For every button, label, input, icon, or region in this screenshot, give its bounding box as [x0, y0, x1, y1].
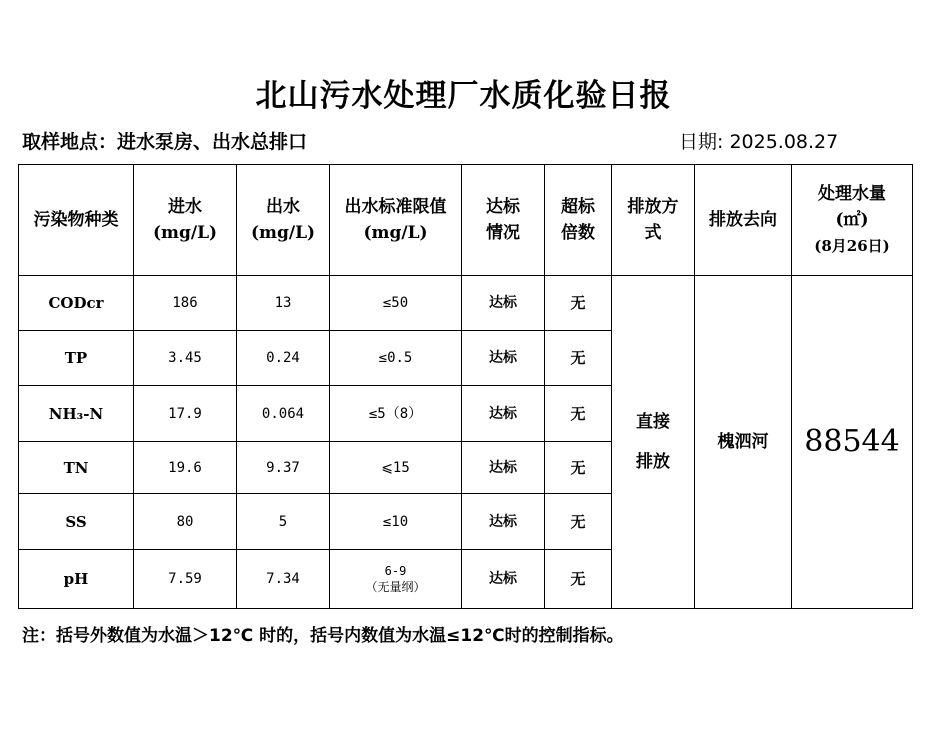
outlet-cell: 9.37 [237, 442, 330, 494]
discharge-method-cell: 直接 排放 [612, 276, 695, 609]
header-volume: 处理水量 (㎡) (8月26日) [792, 165, 913, 276]
outlet-cell: 0.24 [237, 331, 330, 386]
discharge-direction-cell: 槐泗河 [695, 276, 792, 609]
status-cell: 达标 [462, 442, 545, 494]
report-date: 日期: 2025.08.27 [679, 131, 839, 153]
limit-cell: ≤50 [330, 276, 462, 331]
header-inlet: 进水 (mg/L) [134, 165, 237, 276]
sampling-location: 取样地点：进水泵房、出水总排口 [22, 131, 308, 153]
limit-cell: ≤10 [330, 494, 462, 550]
exceed-cell: 无 [545, 386, 612, 442]
inlet-cell: 3.45 [134, 331, 237, 386]
limit-cell: ⩽15 [330, 442, 462, 494]
inlet-cell: 17.9 [134, 386, 237, 442]
pollutant-cell: TP [19, 331, 134, 386]
exceed-cell: 无 [545, 276, 612, 331]
treated-volume-cell: 88544 [792, 276, 913, 609]
header-row [19, 165, 913, 276]
inlet-cell: 7.59 [134, 550, 237, 609]
header-compliance: 达标 情况 [462, 165, 545, 276]
header-exceed: 超标 倍数 [545, 165, 612, 276]
limit-value: 6-9 [384, 564, 407, 578]
inlet-cell: 19.6 [134, 442, 237, 494]
status-cell: 达标 [462, 386, 545, 442]
exceed-cell: 无 [545, 331, 612, 386]
limit-cell: ≤5（8） [330, 386, 462, 442]
inlet-cell: 186 [134, 276, 237, 331]
outlet-cell: 7.34 [237, 550, 330, 609]
header-pollutant: 污染物种类 [19, 165, 134, 276]
footnote: 注：括号外数值为水温＞12℃ 时的，括号内数值为水温≤12℃时的控制指标。 [22, 626, 624, 646]
limit-note: （无量纲） [365, 580, 426, 594]
header-limit: 出水标准限值 (mg/L) [330, 165, 462, 276]
pollutant-cell: CODcr [19, 276, 134, 331]
pollutant-cell: NH₃-N [19, 386, 134, 442]
inlet-cell: 80 [134, 494, 237, 550]
status-cell: 达标 [462, 550, 545, 609]
pollutant-cell: SS [19, 494, 134, 550]
header-outlet: 出水 (mg/L) [237, 165, 330, 276]
exceed-cell: 无 [545, 442, 612, 494]
status-cell: 达标 [462, 331, 545, 386]
outlet-cell: 13 [237, 276, 330, 331]
header-discharge-direction: 排放去向 [695, 165, 792, 276]
header-discharge-method: 排放方 式 [612, 165, 695, 276]
table-row [19, 276, 913, 331]
pollutant-cell: TN [19, 442, 134, 494]
status-cell: 达标 [462, 276, 545, 331]
water-quality-table [18, 164, 913, 609]
limit-cell: ≤0.5 [330, 331, 462, 386]
exceed-cell: 无 [545, 494, 612, 550]
pollutant-cell: pH [19, 550, 134, 609]
report-title: 北山污水处理厂水质化验日报 [255, 78, 672, 114]
exceed-cell: 无 [545, 550, 612, 609]
outlet-cell: 5 [237, 494, 330, 550]
limit-cell [330, 550, 462, 609]
status-cell: 达标 [462, 494, 545, 550]
outlet-cell: 0.064 [237, 386, 330, 442]
